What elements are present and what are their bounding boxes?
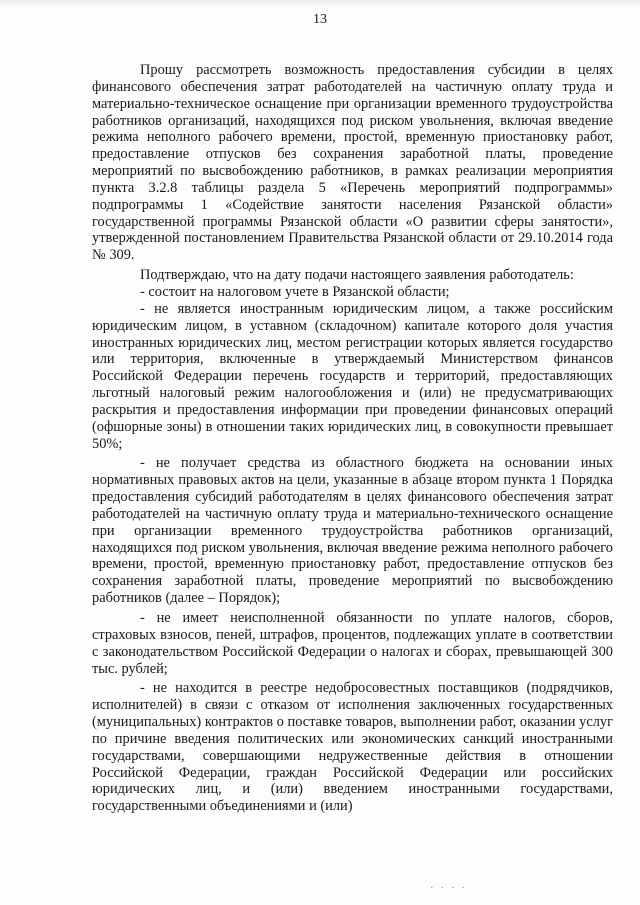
page-number: 13 [313,12,327,27]
scan-edge [0,0,640,6]
condition-not-in-unreliable-register: - не находится в реестре недобросовестных поставщиков (подрядчиков, исполнителей) в связи с отказом от исполнения заключенных государственных (муниципальных) контрактов о поставке товаров, выполнении работ, оказании услуг по причине введения политических или экономических санкций иностранными государствами, совершающими недружественные действия в отношении Российской Федерации, граждан Российской Федерации или российских юридических лиц, и (или) введением иностранными государствами, государственными объединениями и (или) [92,680,613,815]
condition-not-foreign-entity: - не является иностранным юридическим лицом, а также российским юридическим лицом, в уставном (складочном) капитале которого доля участия иностранных юридических лиц, местом регистрации которых является государство или территория, включенные в утверждаемый Министерством финансов Российской Федерации перечень государств и территорий, предоставляющих льготный налоговый режим налогообложения и (или) не предусматривающих раскрытия и предоставления информации при проведении финансовых операций (офшорные зоны) в отношении таких юридических лиц, в совокупности превышает 50%; [92,300,613,452]
scan-artifact: · · · · [430,882,467,894]
condition-tax-registration: - состоит на налоговом учете в Рязанской области; [140,283,450,300]
condition-no-tax-debt: - не имеет неисполненной обязанности по уплате налогов, сборов, страховых взносов, пеней, штрафов, процентов, подлежащих уплате в соответствии с законодательством Российской Федерации о налогах и сборах, превышающей 300 тыс. рублей; [92,610,613,677]
condition-no-other-budget-funds: - не получает средства из областного бюджета на основании иных нормативных правовых актов на цели, указанные в абзаце втором пункта 1 Порядка предоставления субсидий работодателям в целях финансового обеспечения затрат работодателей на частичную оплату труда и материально-технического оснащение при организации временного трудоустройства работников организаций, находящихся под риском увольнения, включая введение режима неполного рабочего времени, простой, временную приостановку работ, предоставление отпусков без сохранения заработной платы, проведение мероприятий по высвобождению работников (далее – Порядок); [92,455,613,607]
document-body [92,62,613,818]
request-paragraph: Прошу рассмотреть возможность предоставления субсидии в целях финансового обеспечения затрат работодателей на частичную оплату труда и материально-техническое оснащение при организации временного трудоустройства работников организаций, находящихся под риском увольнения, включая введение режима неполного рабочего времени, простой, временную приостановку работ, предоставление отпусков без сохранения заработной платы, проведение мероприятий по высвобождению работников, в рамках реализации мероприятия пункта 3.2.8 таблицы раздела 5 «Перечень мероприятий подпрограммы» подпрограммы 1 «Содействие занятости населения Рязанской области» государственной программы Рязанской области «О развитии сферы занятости», утвержденной постановлением Правительства Рязанской области от 29.10.2014 года № 309. [92,62,613,264]
confirmation-intro: Подтверждаю, что на дату подачи настоящего заявления работодатель: [140,267,574,284]
